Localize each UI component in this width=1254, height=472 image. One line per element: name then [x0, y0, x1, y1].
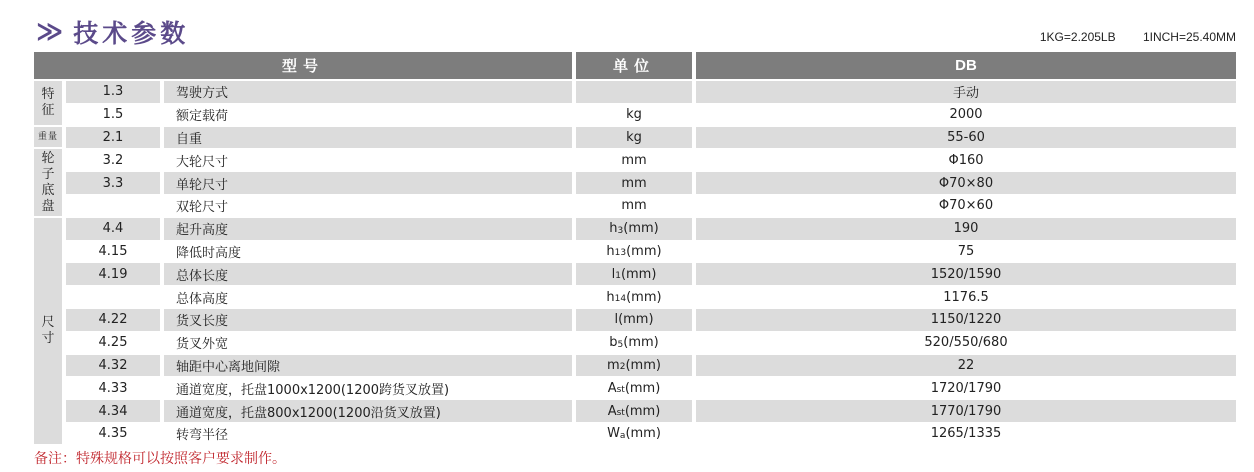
- unit-symbol: kg: [626, 129, 642, 145]
- table-row: [34, 309, 1236, 332]
- row-unit: [576, 218, 692, 240]
- unit-tail: (mm): [623, 335, 659, 351]
- table-row: [34, 263, 1236, 286]
- column-header-value: DB: [696, 52, 1236, 79]
- row-value: 手动: [696, 81, 1236, 103]
- row-unit: [576, 172, 692, 194]
- group-label: 特 征: [34, 81, 62, 125]
- row-value: 190: [696, 218, 1236, 240]
- column-header-model: 型号: [34, 52, 572, 79]
- unit-symbol: A: [607, 380, 617, 396]
- row-value: Φ160: [696, 149, 1236, 171]
- unit-subscript: st: [616, 385, 625, 396]
- unit-symbol: h: [606, 289, 615, 305]
- page-title: 技术参数: [73, 19, 190, 48]
- row-code: [66, 195, 160, 217]
- table-row: [34, 377, 1236, 400]
- row-code: 1.5: [66, 104, 160, 126]
- row-name: 转弯半径: [164, 423, 572, 445]
- row-name: 单轮尺寸: [164, 172, 572, 194]
- row-value: 1176.5: [696, 286, 1236, 308]
- table-header: [34, 52, 1236, 79]
- row-value: 55-60: [696, 127, 1236, 149]
- row-name: 额定载荷: [164, 104, 572, 126]
- table-row: [34, 172, 1236, 195]
- row-name: 轴距中心离地间隙: [164, 355, 572, 377]
- row-unit: [576, 400, 692, 422]
- row-code: 4.22: [66, 309, 160, 331]
- unit-tail: (mm): [626, 243, 662, 259]
- row-code: 4.35: [66, 423, 160, 445]
- row-unit: [576, 241, 692, 263]
- table-row: [34, 423, 1236, 446]
- unit-tail: (mm): [618, 312, 654, 328]
- row-value: 75: [696, 241, 1236, 263]
- row-code: 3.2: [66, 149, 160, 171]
- table-row: [34, 149, 1236, 172]
- row-value: 1720/1790: [696, 377, 1236, 399]
- row-unit: [576, 127, 692, 149]
- section-title: [36, 14, 189, 50]
- row-code: 4.4: [66, 218, 160, 240]
- row-name: 通道宽度，托盘1000x1200(1200跨货叉放置): [164, 377, 572, 399]
- row-name: 起升高度: [164, 218, 572, 240]
- double-chevron-right-icon: ≫: [36, 17, 58, 47]
- row-name: 货叉外宽: [164, 332, 572, 354]
- unit-symbol: l: [611, 266, 616, 282]
- table-row: [34, 127, 1236, 150]
- group-label: 轮 子 底 盘: [34, 149, 62, 215]
- unit-symbol: h: [606, 243, 615, 259]
- row-value: 22: [696, 355, 1236, 377]
- unit-subscript: 2: [619, 362, 626, 373]
- row-unit: [576, 195, 692, 217]
- row-unit: [576, 309, 692, 331]
- row-code: 2.1: [66, 127, 160, 149]
- row-value: 1150/1220: [696, 309, 1236, 331]
- footnote: 备注：特殊规格可以按照客户要求制作。: [34, 451, 286, 467]
- row-value: 1770/1790: [696, 400, 1236, 422]
- table-row: [34, 400, 1236, 423]
- unit-subscript: 1: [615, 271, 621, 282]
- unit-tail: (mm): [625, 357, 661, 373]
- row-value: 2000: [696, 104, 1236, 126]
- unit-subscript: a: [619, 430, 626, 441]
- column-header-unit: 单位: [576, 52, 692, 79]
- unit-symbol: kg: [626, 107, 642, 123]
- row-unit: [576, 149, 692, 171]
- unit-symbol: W: [607, 426, 620, 442]
- row-name: 货叉长度: [164, 309, 572, 331]
- unit-kg-conversion: 1KG=2.205LB: [1039, 30, 1116, 44]
- unit-tail: (mm): [624, 380, 661, 396]
- row-name: 双轮尺寸: [164, 195, 572, 217]
- table-row: [34, 286, 1236, 309]
- unit-tail: (mm): [620, 266, 657, 282]
- unit-tail: (mm): [626, 289, 662, 305]
- unit-tail: (mm): [625, 426, 661, 442]
- row-value: Φ70×60: [696, 195, 1236, 217]
- group-label: 尺 寸: [34, 218, 62, 444]
- unit-subscript: 5: [617, 339, 624, 350]
- row-value: 520/550/680: [696, 332, 1236, 354]
- row-name: 通道宽度，托盘800x1200(1200沿货叉放置): [164, 400, 572, 422]
- row-code: 4.15: [66, 241, 160, 263]
- unit-symbol: b: [609, 335, 618, 351]
- table-row: [34, 104, 1236, 127]
- spec-table: [34, 52, 1236, 446]
- row-name: 大轮尺寸: [164, 149, 572, 171]
- row-value: 1265/1335: [696, 423, 1236, 445]
- row-unit: [576, 355, 692, 377]
- unit-symbol: mm: [621, 152, 647, 168]
- unit-symbol: mm: [621, 198, 647, 214]
- row-unit: [576, 423, 692, 445]
- table-row: [34, 195, 1236, 218]
- row-name: 驾驶方式: [164, 81, 572, 103]
- table-row: [34, 332, 1236, 355]
- unit-symbol: h: [609, 221, 618, 237]
- unit-symbol: l: [614, 312, 619, 328]
- unit-subscript: 14: [614, 294, 627, 305]
- row-code: 4.33: [66, 377, 160, 399]
- row-unit: [576, 263, 692, 285]
- row-name: 自重: [164, 127, 572, 149]
- unit-subscript: 13: [614, 248, 627, 259]
- table-row: [34, 241, 1236, 264]
- row-name: 总体长度: [164, 263, 572, 285]
- row-code: 4.25: [66, 332, 160, 354]
- row-unit: [576, 81, 692, 103]
- row-name: 总体高度: [164, 286, 572, 308]
- unit-tail: (mm): [623, 221, 659, 237]
- row-code: 3.3: [66, 172, 160, 194]
- row-unit: [576, 286, 692, 308]
- unit-inch-conversion: 1INCH=25.40MM: [1142, 30, 1236, 44]
- row-name: 降低时高度: [164, 241, 572, 263]
- unit-symbol: m: [607, 357, 620, 373]
- row-value: 1520/1590: [696, 263, 1236, 285]
- row-code: 4.34: [66, 400, 160, 422]
- row-code: 4.32: [66, 355, 160, 377]
- row-value: Φ70×80: [696, 172, 1236, 194]
- table-body: [34, 81, 1236, 446]
- table-row: [34, 355, 1236, 378]
- row-code: [66, 286, 160, 308]
- group-label: 重量: [34, 127, 62, 148]
- row-code: 4.19: [66, 263, 160, 285]
- row-code: 1.3: [66, 81, 160, 103]
- row-unit: [576, 104, 692, 126]
- row-unit: [576, 377, 692, 399]
- row-unit: [576, 332, 692, 354]
- unit-symbol: A: [607, 403, 617, 419]
- table-row: [34, 218, 1236, 241]
- unit-tail: (mm): [624, 403, 661, 419]
- unit-subscript: 3: [617, 225, 624, 236]
- unit-conversions: [1040, 30, 1236, 44]
- table-row: [34, 81, 1236, 104]
- unit-subscript: st: [616, 408, 625, 419]
- unit-symbol: mm: [621, 175, 647, 191]
